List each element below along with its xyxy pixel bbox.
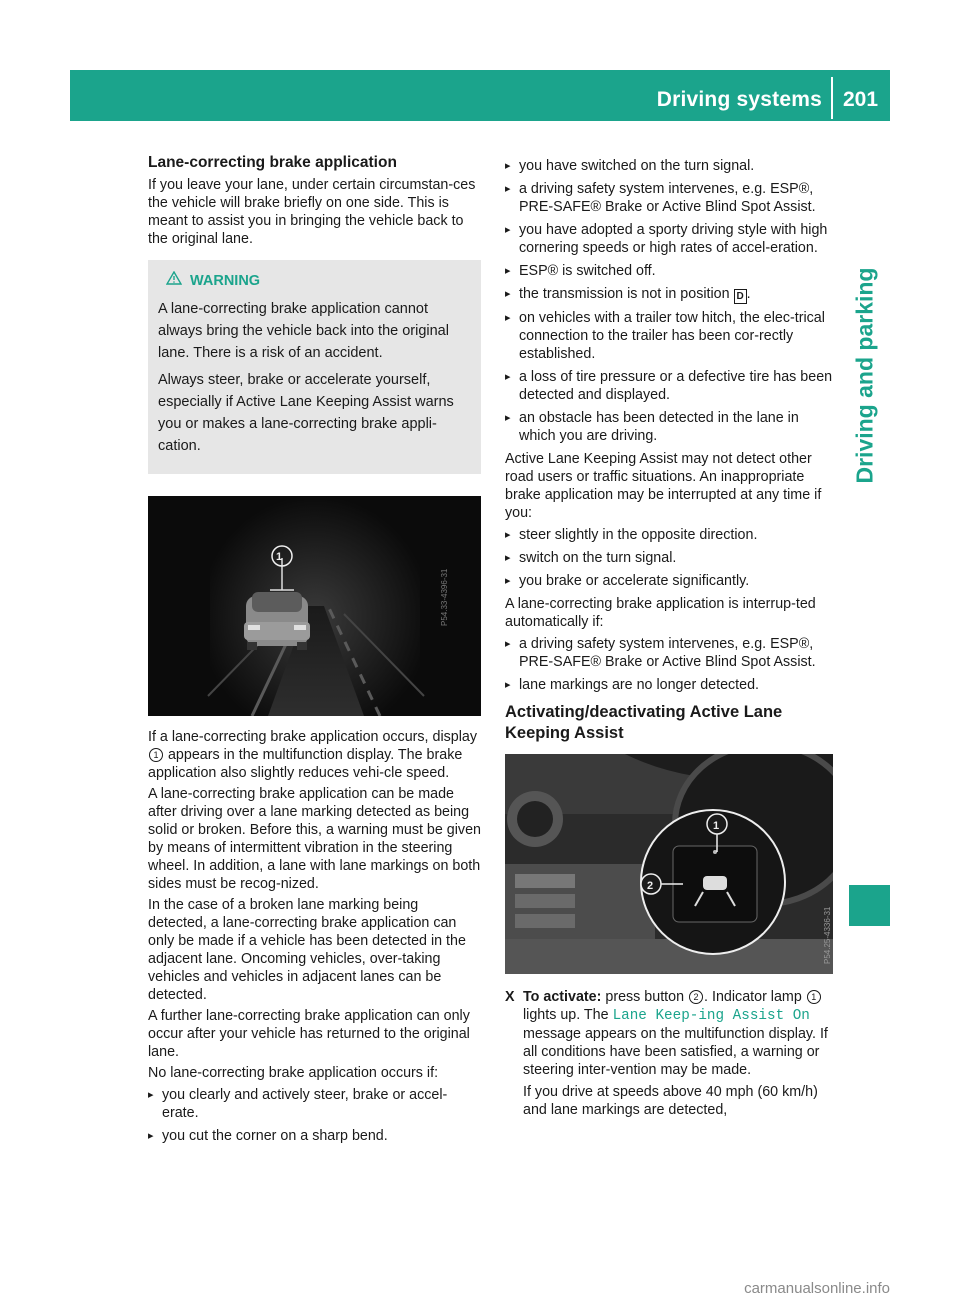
chapter-label: Driving and parking (851, 267, 878, 484)
paragraph-may-not-detect: Active Lane Keeping Assist may not detect other road users or traffic situations. An inappropriate brake application may be interrupted at any time if you: (505, 451, 822, 521)
activation-heading: Activating/deactivating Active Lane Keeping Assist (505, 703, 783, 742)
callout-ref-2: 2 (689, 990, 703, 1004)
warning-text-2: Always steer, brake or accelerate yourself, especially if Active Lane Keeping Assist warns you or makes a lane-correcting brake appli-cation. (158, 372, 454, 454)
figure-code: P54.25-4336-31 (823, 906, 832, 964)
list-item: ▸ you cut the corner on a sharp bend. (148, 1127, 481, 1145)
warning-triangle-icon (166, 270, 182, 292)
step-label: To activate: (523, 989, 602, 1005)
list-item: ▸ you have adopted a sporty driving style with high cornering speeds or high rates of accel-eration. (505, 221, 835, 257)
chapter-marker (849, 885, 890, 926)
gear-d-symbol: D (734, 289, 747, 304)
warning-label: WARNING (190, 273, 261, 289)
list-item: ▸ a driving safety system intervenes, e.g. ESP®, PRE-SAFE® Brake or Active Blind Spot Assist. (505, 180, 835, 216)
display-paragraph: If a lane-correcting brake application occurs, display 1 appears in the multifunction display. The brake application also slightly reduces vehi-cle speed. (148, 729, 477, 781)
display-illustration (148, 496, 481, 716)
speed-paragraph: If you drive at speeds above 40 mph (60 km/h) and lane markings are detected, (523, 1084, 818, 1118)
section-title: Driving systems (656, 88, 822, 111)
warning-box (148, 260, 481, 474)
callout-2: 2 (647, 880, 654, 892)
list-item: ▸ the transmission is not in position D . (505, 285, 835, 304)
side-chapter-tab (835, 267, 890, 484)
list-item: ▸ lane markings are no longer detected. (505, 676, 835, 694)
paragraph-no-brake: No lane-correcting brake application occurs if: (148, 1065, 439, 1081)
button-illustration (505, 754, 833, 974)
left-column (148, 153, 481, 1150)
list-item: ▸ on vehicles with a trailer tow hitch, the elec-trical connection to the trailer has been cor-rectly established. (505, 309, 835, 363)
list-item: ▸ you clearly and actively steer, brake or accel-erate. (148, 1086, 481, 1122)
step-arrow-icon: X (505, 989, 515, 1005)
callout-ref-1: 1 (149, 748, 163, 762)
paragraph-further: A further lane-correcting brake application can only occur after your vehicle has returned to the original lane. (148, 1008, 470, 1060)
callout-ref-1: 1 (807, 990, 821, 1004)
callout-1: 1 (713, 820, 720, 832)
list-item: ▸ ESP® is switched off. (505, 262, 835, 280)
callout-1: 1 (276, 551, 283, 563)
figure-code: P54.33-4396-31 (440, 568, 449, 626)
warning-heading (158, 270, 475, 292)
paragraph-interrupted: A lane-correcting brake application is interrup-ted automatically if: (505, 596, 816, 630)
header-divider (831, 77, 833, 119)
paragraph-lane-marking: A lane-correcting brake application can be made after driving over a lane marking detected as being solid or broken. Before this, a warning must be given by means of intermittent vibration in the steering wheel. In addition, a lane with lane markings on both sides must be recog-nized. (148, 786, 481, 892)
intro-paragraph: If you leave your lane, under certain circumstan-ces the vehicle will brake briefly on one side. This is meant to assist you in bringing the vehicle back to the original lane. (148, 177, 476, 247)
list-item: ▸ switch on the turn signal. (505, 549, 835, 567)
section-heading: Lane-correcting brake application (148, 154, 397, 171)
list-item: ▸ a loss of tire pressure or a defective tire has been detected and displayed. (505, 368, 835, 404)
display-message: Lane Keep‐ing Assist On (612, 1008, 810, 1024)
paragraph-broken-lane: In the case of a broken lane marking being detected, a lane-correcting brake application can only be made if a vehicle has been detected in the adjacent lane. Oncoming vehicles, over-taking vehicles and vehicles in adjacent lanes can be detected. (148, 897, 466, 1003)
page-number: 201 (843, 88, 879, 111)
right-column (505, 153, 835, 1122)
list-item: ▸ you have switched on the turn signal. (505, 157, 835, 175)
activate-step: X To activate: press button 2 . Indicator lamp 1 lights up. The Lane Keep‐ing Assist On message appears on the multifunction display. If all conditions have been satisfied, a warning or steering inter-vention may be made. If you drive at speeds above 40 mph (60 km/h) and lane markings are detected, (505, 988, 835, 1119)
no-brake-list (148, 1086, 481, 1145)
auto-interrupt-list (505, 635, 835, 694)
watermark: carmanualsonline.info (744, 1280, 890, 1297)
warning-text-1: A lane-correcting brake application cannot always bring the vehicle back into the original lane. There is a risk of an accident. (158, 301, 449, 361)
list-item: ▸ you brake or accelerate significantly. (505, 572, 835, 590)
list-item: ▸ steer slightly in the opposite direction. (505, 526, 835, 544)
list-item: ▸ an obstacle has been detected in the lane in which you are driving. (505, 409, 835, 445)
no-brake-list-continued (505, 157, 835, 445)
interrupt-list (505, 526, 835, 590)
list-item: ▸ a driving safety system intervenes, e.g. ESP®, PRE-SAFE® Brake or Active Blind Spot Assist. (505, 635, 835, 671)
